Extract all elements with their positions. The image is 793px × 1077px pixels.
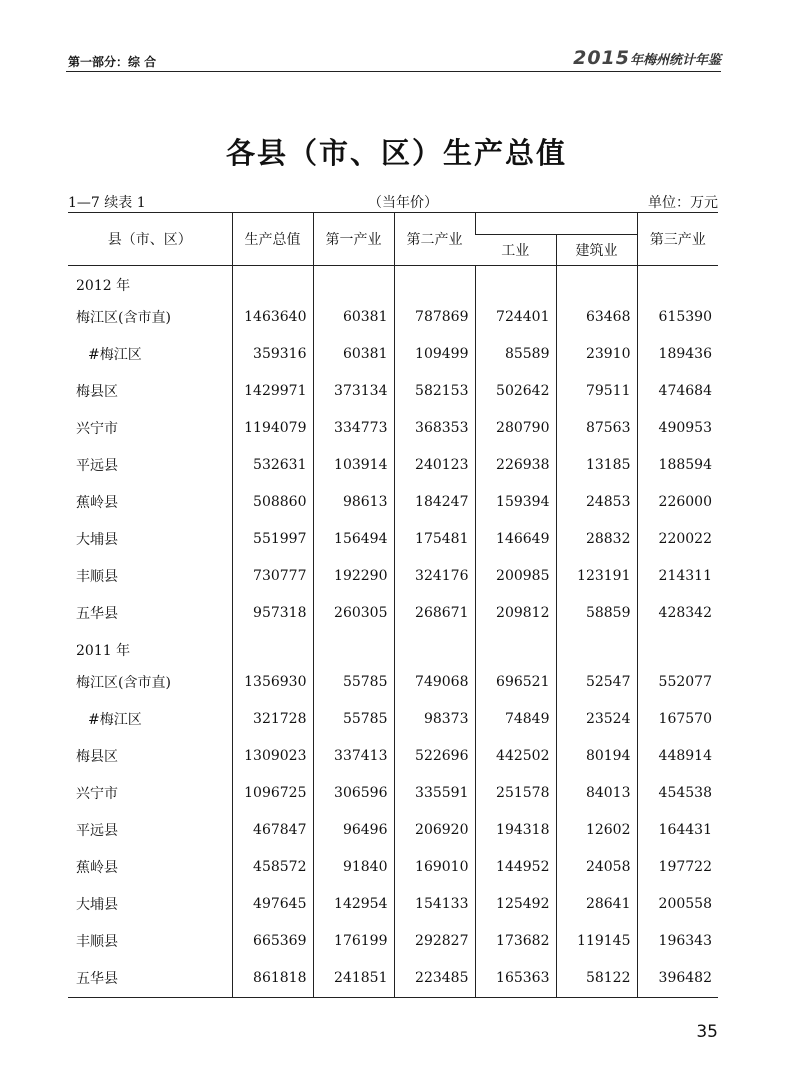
region-name: 平远县 <box>76 822 118 839</box>
value-cell: 165363 <box>475 959 556 998</box>
table-row <box>68 557 718 594</box>
region-name: 梅县区 <box>76 748 118 765</box>
value-cell: 324176 <box>394 557 475 594</box>
value-cell: 98373 <box>394 700 475 737</box>
region-name: 蕉岭县 <box>76 494 118 511</box>
value-cell: 1096725 <box>232 774 313 811</box>
value-cell: 84013 <box>556 774 637 811</box>
value-cell: 55785 <box>313 700 394 737</box>
region-name: 五华县 <box>68 959 232 998</box>
table-row <box>68 335 718 372</box>
value-cell: 169010 <box>394 848 475 885</box>
header-rule <box>66 71 721 72</box>
value-cell: 223485 <box>394 959 475 998</box>
value-cell: 58122 <box>556 959 637 998</box>
value-cell: 1309023 <box>232 737 313 774</box>
value-cell: 359316 <box>232 335 313 372</box>
region-name: 平远县 <box>76 457 118 474</box>
empty-cell <box>475 631 556 663</box>
value-cell: 164431 <box>637 811 718 848</box>
value-cell: 192290 <box>313 557 394 594</box>
value-cell: 23910 <box>556 335 637 372</box>
value-cell: 730777 <box>232 557 313 594</box>
value-cell: 268671 <box>394 594 475 631</box>
value-cell: 502642 <box>475 372 556 409</box>
value-cell: 142954 <box>313 885 394 922</box>
value-cell: 206920 <box>394 811 475 848</box>
table-row <box>68 737 718 774</box>
table-row <box>68 885 718 922</box>
value-cell: 98613 <box>313 483 394 520</box>
col-header-gdp: 生产总值 <box>232 213 313 266</box>
value-cell: 292827 <box>394 922 475 959</box>
value-cell: 522696 <box>394 737 475 774</box>
value-cell: 175481 <box>394 520 475 557</box>
year-label: 2012 年 <box>76 278 131 294</box>
value-cell: 23524 <box>556 700 637 737</box>
region-name: 梅江区(含市直) <box>76 309 171 326</box>
value-cell: 335591 <box>394 774 475 811</box>
value-cell: 220022 <box>637 520 718 557</box>
empty-cell <box>556 631 637 663</box>
value-cell: 91840 <box>313 848 394 885</box>
value-cell: 80194 <box>556 737 637 774</box>
region-name: 大埔县 <box>76 896 118 913</box>
price-note: （当年价） <box>368 195 438 211</box>
value-cell: 109499 <box>394 335 475 372</box>
unit-label: 单位：万元 <box>648 195 718 211</box>
value-cell: 189436 <box>637 335 718 372</box>
empty-cell <box>475 266 556 299</box>
value-cell: 119145 <box>556 922 637 959</box>
value-cell: 28641 <box>556 885 637 922</box>
region-name: 梅县区 <box>76 383 118 400</box>
value-cell: 240123 <box>394 446 475 483</box>
value-cell: 184247 <box>394 483 475 520</box>
col-header-construction: 建筑业 <box>556 235 637 266</box>
value-cell: 251578 <box>475 774 556 811</box>
value-cell: 209812 <box>475 594 556 631</box>
value-cell: 306596 <box>313 774 394 811</box>
col-header-secondary: 第二产业 <box>394 213 475 266</box>
region-name: 丰顺县 <box>76 933 118 950</box>
value-cell: 497645 <box>232 885 313 922</box>
value-cell: 957318 <box>232 594 313 631</box>
value-cell: 454538 <box>637 774 718 811</box>
value-cell: 156494 <box>313 520 394 557</box>
region-name: 蕉岭县 <box>76 859 118 876</box>
value-cell: 200985 <box>475 557 556 594</box>
value-cell: 861818 <box>232 959 313 998</box>
region-name: #梅江区 <box>88 711 142 728</box>
table-row <box>68 372 718 409</box>
value-cell: 28832 <box>556 520 637 557</box>
value-cell: 337413 <box>313 737 394 774</box>
value-cell: 125492 <box>475 885 556 922</box>
value-cell: 173682 <box>475 922 556 959</box>
value-cell: 552077 <box>637 663 718 700</box>
empty-cell <box>232 266 313 299</box>
value-cell: 749068 <box>394 663 475 700</box>
value-cell: 396482 <box>637 959 718 998</box>
value-cell: 467847 <box>232 811 313 848</box>
empty-cell <box>313 631 394 663</box>
value-cell: 196343 <box>637 922 718 959</box>
value-cell: 582153 <box>394 372 475 409</box>
value-cell: 1429971 <box>232 372 313 409</box>
table-body <box>68 266 718 998</box>
region-name: #梅江区 <box>88 346 142 363</box>
table-row <box>68 959 718 998</box>
running-header-section: 第一部分：综 合 <box>68 55 157 69</box>
value-cell: 665369 <box>232 922 313 959</box>
value-cell: 321728 <box>232 700 313 737</box>
page-title: 各县（市、区）生产总值 <box>225 136 567 170</box>
value-cell: 615390 <box>637 298 718 335</box>
year-row <box>68 631 718 663</box>
col-header-secondary-blank <box>475 213 637 235</box>
page-number: 35 <box>696 1022 718 1042</box>
value-cell: 87563 <box>556 409 637 446</box>
value-cell: 474684 <box>637 372 718 409</box>
book-year: 2015 <box>573 47 630 69</box>
col-header-primary: 第一产业 <box>313 213 394 266</box>
year-label: 2011 年 <box>76 643 131 659</box>
region-name: 梅江区(含市直) <box>76 674 171 691</box>
value-cell: 12602 <box>556 811 637 848</box>
value-cell: 96496 <box>313 811 394 848</box>
empty-cell <box>394 266 475 299</box>
table-row <box>68 922 718 959</box>
region-name: 兴宁市 <box>76 420 118 437</box>
table-row <box>68 298 718 335</box>
empty-cell <box>637 266 718 299</box>
value-cell: 144952 <box>475 848 556 885</box>
value-cell: 159394 <box>475 483 556 520</box>
value-cell: 696521 <box>475 663 556 700</box>
value-cell: 373134 <box>313 372 394 409</box>
value-cell: 176199 <box>313 922 394 959</box>
value-cell: 226000 <box>637 483 718 520</box>
value-cell: 490953 <box>637 409 718 446</box>
value-cell: 532631 <box>232 446 313 483</box>
empty-cell <box>556 266 637 299</box>
table-row <box>68 774 718 811</box>
table-row <box>68 811 718 848</box>
value-cell: 146649 <box>475 520 556 557</box>
table-caption-bar <box>68 192 718 212</box>
region-name: 丰顺县 <box>76 568 118 585</box>
col-header-tertiary: 第三产业 <box>637 213 718 266</box>
value-cell: 79511 <box>556 372 637 409</box>
table-row <box>68 848 718 885</box>
value-cell: 551997 <box>232 520 313 557</box>
value-cell: 63468 <box>556 298 637 335</box>
value-cell: 52547 <box>556 663 637 700</box>
value-cell: 787869 <box>394 298 475 335</box>
value-cell: 368353 <box>394 409 475 446</box>
value-cell: 200558 <box>637 885 718 922</box>
value-cell: 55785 <box>313 663 394 700</box>
value-cell: 1356930 <box>232 663 313 700</box>
value-cell: 197722 <box>637 848 718 885</box>
value-cell: 24058 <box>556 848 637 885</box>
empty-cell <box>394 631 475 663</box>
value-cell: 103914 <box>313 446 394 483</box>
value-cell: 167570 <box>637 700 718 737</box>
region-name: 五华县 <box>76 605 118 622</box>
value-cell: 194318 <box>475 811 556 848</box>
value-cell: 154133 <box>394 885 475 922</box>
value-cell: 508860 <box>232 483 313 520</box>
table-row <box>68 594 718 631</box>
table-row <box>68 446 718 483</box>
value-cell: 58859 <box>556 594 637 631</box>
value-cell: 448914 <box>637 737 718 774</box>
value-cell: 13185 <box>556 446 637 483</box>
value-cell: 1463640 <box>232 298 313 335</box>
table-code: 1—7 续表 1 <box>68 195 146 211</box>
table-row <box>68 663 718 700</box>
value-cell: 60381 <box>313 335 394 372</box>
value-cell: 188594 <box>637 446 718 483</box>
col-header-industry: 工业 <box>475 235 556 266</box>
table-row <box>68 700 718 737</box>
value-cell: 24853 <box>556 483 637 520</box>
value-cell: 442502 <box>475 737 556 774</box>
region-name: 大埔县 <box>76 531 118 548</box>
book-title: 年梅州统计年鉴 <box>629 53 721 68</box>
value-cell: 74849 <box>475 700 556 737</box>
value-cell: 458572 <box>232 848 313 885</box>
col-header-region: 县（市、区） <box>68 213 232 266</box>
running-header-book <box>573 47 721 69</box>
value-cell: 241851 <box>313 959 394 998</box>
value-cell: 334773 <box>313 409 394 446</box>
value-cell: 428342 <box>637 594 718 631</box>
value-cell: 226938 <box>475 446 556 483</box>
value-cell: 60381 <box>313 298 394 335</box>
empty-cell <box>232 631 313 663</box>
value-cell: 280790 <box>475 409 556 446</box>
value-cell: 123191 <box>556 557 637 594</box>
value-cell: 214311 <box>637 557 718 594</box>
gdp-table <box>68 212 718 998</box>
year-row <box>68 266 718 299</box>
value-cell: 85589 <box>475 335 556 372</box>
table-row <box>68 409 718 446</box>
empty-cell <box>637 631 718 663</box>
empty-cell <box>313 266 394 299</box>
region-name: 兴宁市 <box>76 785 118 802</box>
table-row <box>68 483 718 520</box>
value-cell: 724401 <box>475 298 556 335</box>
value-cell: 260305 <box>313 594 394 631</box>
value-cell: 1194079 <box>232 409 313 446</box>
table-row <box>68 520 718 557</box>
